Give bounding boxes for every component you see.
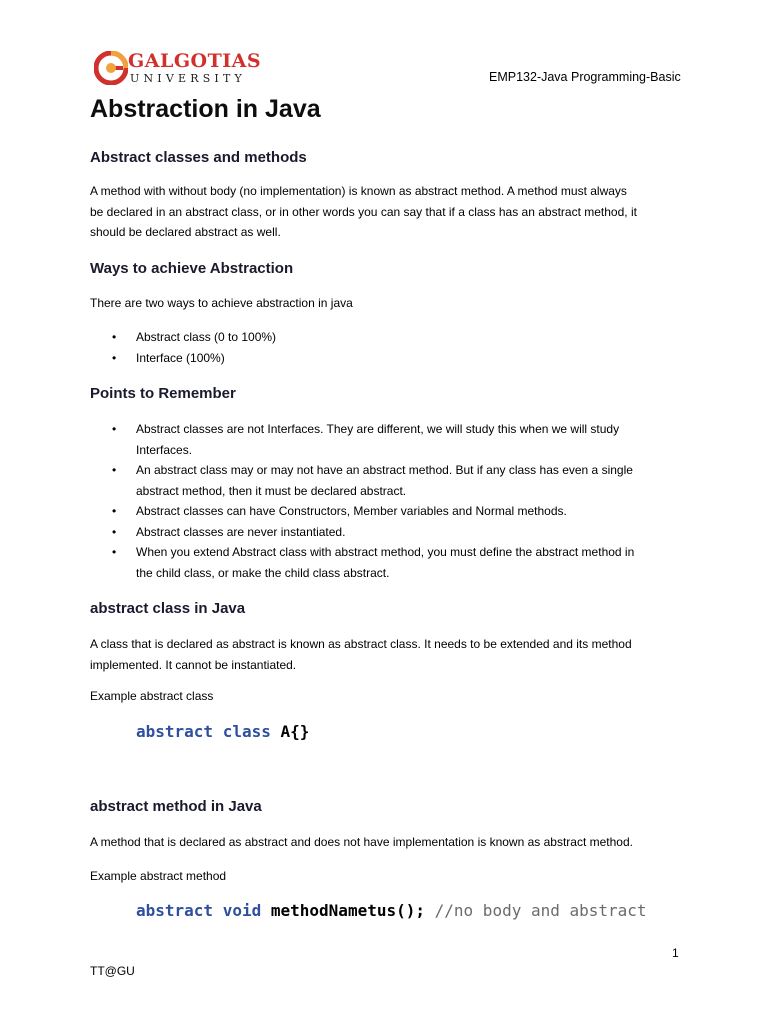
heading-abstract-method: abstract method in Java <box>90 798 262 815</box>
bullet-dot-icon: • <box>112 463 117 477</box>
list-item: • Abstract class (0 to 100%) <box>90 327 670 348</box>
bullet-dot-icon: • <box>112 422 117 436</box>
bullet-dot-icon: • <box>112 524 117 539</box>
heading-abstract-class: abstract class in Java <box>90 600 246 617</box>
points-list <box>90 419 670 583</box>
page-number: 1 <box>672 946 679 960</box>
list-item: • An abstract class may or may not have an abstract method. But if any class has even a single abstract method, then it must be declared abstract. <box>90 460 670 501</box>
code-abstract-method: abstract void methodNametus(); //no body and abstract <box>136 901 647 920</box>
course-header: EMP132-Java Programming-Basic <box>489 70 681 84</box>
heading-abstract-classes-methods: Abstract classes and methods <box>90 149 307 166</box>
paragraph-line: A class that is declared as abstract is known as abstract class. It needs to be extended and its method <box>90 637 632 651</box>
example-label-class: Example abstract class <box>90 689 214 703</box>
list-item: • Abstract classes are never instantiated. <box>90 522 670 543</box>
list-item: • Abstract classes are not Interfaces. They are different, we will study this when we will study Interfaces. <box>90 419 670 460</box>
galgotias-logo-icon <box>94 51 128 85</box>
footer-text: TT@GU <box>90 964 135 978</box>
university-logo <box>94 48 262 88</box>
bullet-dot-icon: • <box>112 330 117 344</box>
heading-ways: Ways to achieve Abstraction <box>90 260 294 277</box>
paragraph-line: A method with without body (no implementation) is known as abstract method. A method must always <box>90 184 627 198</box>
bullet-dot-icon: • <box>112 545 117 559</box>
list-item: • Interface (100%) <box>90 348 670 369</box>
example-label-method: Example abstract method <box>90 869 227 883</box>
paragraph-abstract-methods <box>90 181 690 243</box>
list-item: • Abstract classes can have Constructors, Member variables and Normal methods. <box>90 501 670 522</box>
heading-points: Points to Remember <box>90 385 236 402</box>
logo-name: GALGOTIAS <box>128 50 262 72</box>
bullet-dot-icon: • <box>112 504 117 518</box>
bullet-dot-icon: • <box>112 350 117 365</box>
paragraph-line: be declared in an abstract class, or in other words you can say that if a class has an abstract method, it <box>90 204 637 219</box>
paragraph-abstract-method: A method that is declared as abstract and does not have implementation is known as abstract method. <box>90 835 633 849</box>
paragraph-line: implemented. It cannot be instantiated. <box>90 657 297 672</box>
code-abstract-class: abstract class A{} <box>136 722 310 741</box>
logo-subtitle: UNIVERSITY <box>130 72 246 85</box>
ways-intro: There are two ways to achieve abstraction in java <box>90 296 353 310</box>
list-item: • When you extend Abstract class with abstract method, you must define the abstract method in the child class, or make the child class abstract. <box>90 542 670 583</box>
paragraph-line: should be declared abstract as well. <box>90 225 281 239</box>
paragraph-abstract-class <box>90 634 690 675</box>
ways-list <box>90 327 670 368</box>
page-title: Abstraction in Java <box>90 95 321 123</box>
